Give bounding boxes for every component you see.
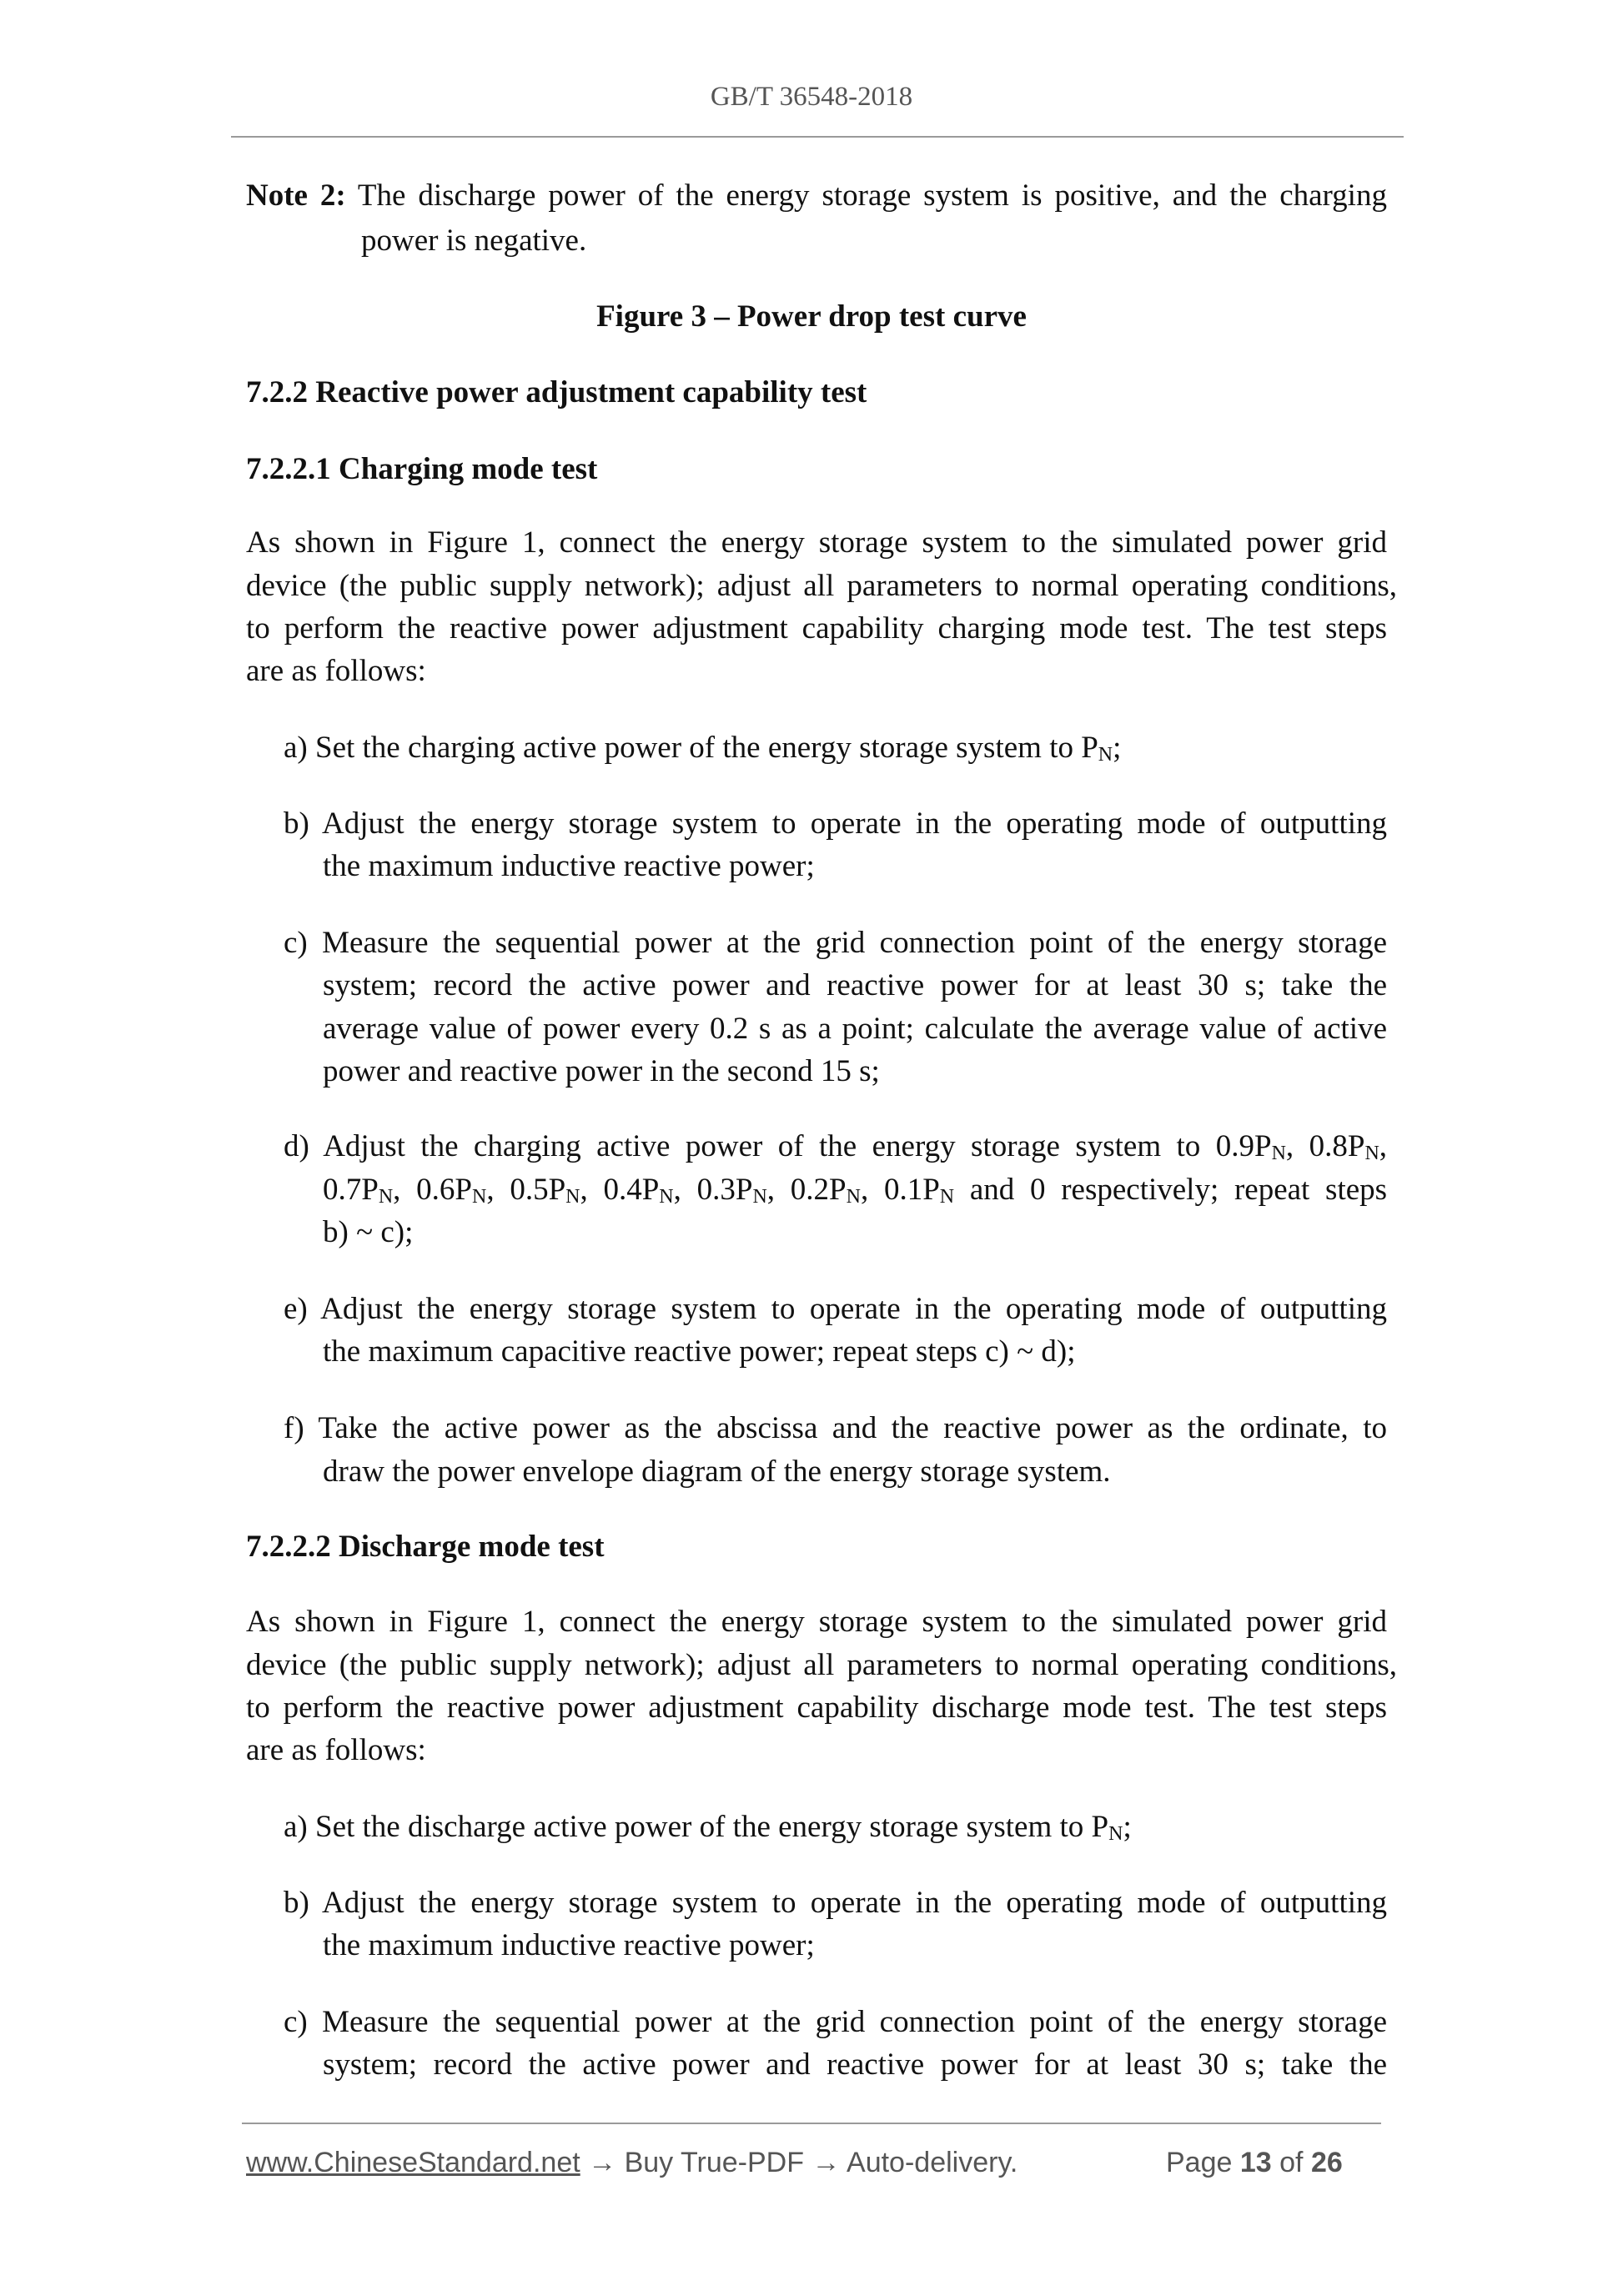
subscript: N [939, 1186, 955, 1208]
page-total: 26 [1310, 2147, 1343, 2178]
footer-promo [246, 2147, 1018, 2179]
step-b-line-1: b) Adjust the energy storage system to operate in the operating mode of outputting [284, 1886, 1387, 1920]
document-id-header: GB/T 36548-2018 [710, 82, 913, 112]
paragraph-line: to perform the reactive power adjustment capability charging mode test. The test steps [246, 611, 1387, 646]
punct: ; [1123, 1810, 1132, 1844]
subscript: N [378, 1186, 394, 1208]
figure-caption: Figure 3 – Power drop test curve [596, 299, 1027, 334]
subscript: N [1108, 1823, 1123, 1845]
of-label: of [1279, 2147, 1304, 2178]
paragraph-line: As shown in Figure 1, connect the energy storage system to the simulated power grid [246, 525, 1387, 560]
step-f-line-1: f) Take the active power as the abscissa and the reactive power as the ordinate, to [284, 1411, 1387, 1445]
step-e-line-1: e) Adjust the energy storage system to operate in the operating mode of outputting [284, 1292, 1387, 1326]
step-text: d) Adjust the charging active power of the energy storage system to [284, 1129, 1201, 1163]
section-heading-7-2-2: 7.2.2 Reactive power adjustment capability test [246, 375, 867, 409]
page-label: Page [1166, 2147, 1233, 2178]
step-c-line-4: power and reactive power in the second 15 s; [323, 1054, 880, 1088]
step-c-line-1: c) Measure the sequential power at the grid connection point of the energy storage [284, 2005, 1387, 2039]
step-d-line-2 [323, 1172, 1387, 1208]
header-divider [231, 136, 1404, 138]
paragraph-line: device (the public supply network); adjust all parameters to normal operating conditions, [246, 569, 1397, 603]
page-number: 13 [1239, 2147, 1272, 2178]
value-text: 0.7P [323, 1173, 379, 1207]
value [884, 1173, 954, 1207]
step-c-line-1: c) Measure the sequential power at the grid connection point of the energy storage [284, 926, 1387, 960]
delivery-text: Auto-delivery. [847, 2147, 1018, 2178]
value: $0.7P_N$, [323, 1173, 401, 1208]
value: $0.8P_N$, [1309, 1129, 1388, 1164]
paragraph-line: device (the public supply network); adjust all parameters to normal operating conditions, [246, 1648, 1397, 1682]
step-text: and 0 respectively; repeat steps [969, 1173, 1388, 1207]
value-text: 0.9P [1215, 1129, 1272, 1163]
step-e-line-2: the maximum capacitive reactive power; repeat steps c) ~ d); [323, 1334, 1076, 1369]
value: $0.4P_N$, [603, 1173, 681, 1208]
footer-divider [242, 2123, 1381, 2124]
section-heading-7-2-2-1: 7.2.2.1 Charging mode test [246, 452, 598, 486]
step-f-line-2: draw the power envelope diagram of the energy storage system. [323, 1454, 1111, 1489]
value: $0.2P_N$, [790, 1173, 869, 1208]
step-c-line-2: system; record the active power and reactive power for at least 30 s; take the [323, 968, 1387, 1002]
subscript: N [1271, 1143, 1286, 1164]
value: $0.9P_N$, [1215, 1129, 1294, 1164]
step-d-line-3: b) ~ c); [323, 1215, 414, 1249]
arrow-right-icon: → [588, 2147, 617, 2178]
value-text: 0.1P [883, 1173, 940, 1207]
step-text: a) Set the charging active power of the energy storage system to P [284, 731, 1098, 765]
paragraph-line: are as follows: [246, 1733, 426, 1767]
value-text: 0.4P [603, 1173, 660, 1207]
buy-text: Buy True-PDF [624, 2147, 804, 2178]
subscript: N [846, 1186, 861, 1208]
step-a-discharge [284, 1809, 1132, 1846]
step-d-line-1 [284, 1128, 1387, 1165]
step-b-line-2: the maximum inductive reactive power; [323, 1928, 815, 1962]
value: $0.3P_N$, [696, 1173, 776, 1208]
value-text: 0.5P [510, 1173, 566, 1207]
subscript: N [1098, 744, 1113, 766]
subscript: N [565, 1186, 580, 1208]
step-c-line-2: system; record the active power and reactive power for at least 30 s; take the [323, 2047, 1387, 2082]
page-indicator [1166, 2147, 1343, 2179]
value-text: 0.3P [696, 1173, 753, 1207]
value-text: 0.6P [416, 1173, 472, 1207]
note-line-1 [246, 178, 1387, 214]
step-b-line-2: the maximum inductive reactive power; [323, 849, 815, 883]
value: $0.5P_N$, [510, 1173, 588, 1208]
value: $0.6P_N$, [416, 1173, 495, 1208]
paragraph-line: to perform the reactive power adjustment capability discharge mode test. The test steps [246, 1691, 1387, 1725]
step-c-line-3: average value of power every 0.2 s as a point; calculate the average value of active [323, 1012, 1387, 1046]
arrow-right-icon: → [812, 2147, 841, 2178]
step-b-line-1: b) Adjust the energy storage system to operate in the operating mode of outputting [284, 806, 1387, 841]
punct: ; [1113, 731, 1122, 765]
value-text: 0.2P [790, 1173, 847, 1207]
note-label: Note 2: [246, 178, 346, 213]
note-text: The discharge power of the energy storage system is positive, and the charging [357, 178, 1387, 213]
step-a-charging [284, 730, 1121, 766]
subscript: N [659, 1186, 674, 1208]
paragraph-line: As shown in Figure 1, connect the energy storage system to the simulated power grid [246, 1605, 1387, 1639]
paragraph-line: are as follows: [246, 654, 426, 688]
step-text: a) Set the discharge active power of the energy storage system to P [284, 1810, 1109, 1844]
subscript: N [471, 1186, 487, 1208]
chinesestandard-link[interactable]: www.ChineseStandard.net [246, 2147, 580, 2178]
note-line-2: power is negative. [361, 224, 587, 258]
subscript: N [1364, 1143, 1379, 1164]
section-heading-7-2-2-2: 7.2.2.2 Discharge mode test [246, 1530, 605, 1564]
value-text: 0.8P [1309, 1129, 1365, 1163]
subscript: N [752, 1186, 767, 1208]
